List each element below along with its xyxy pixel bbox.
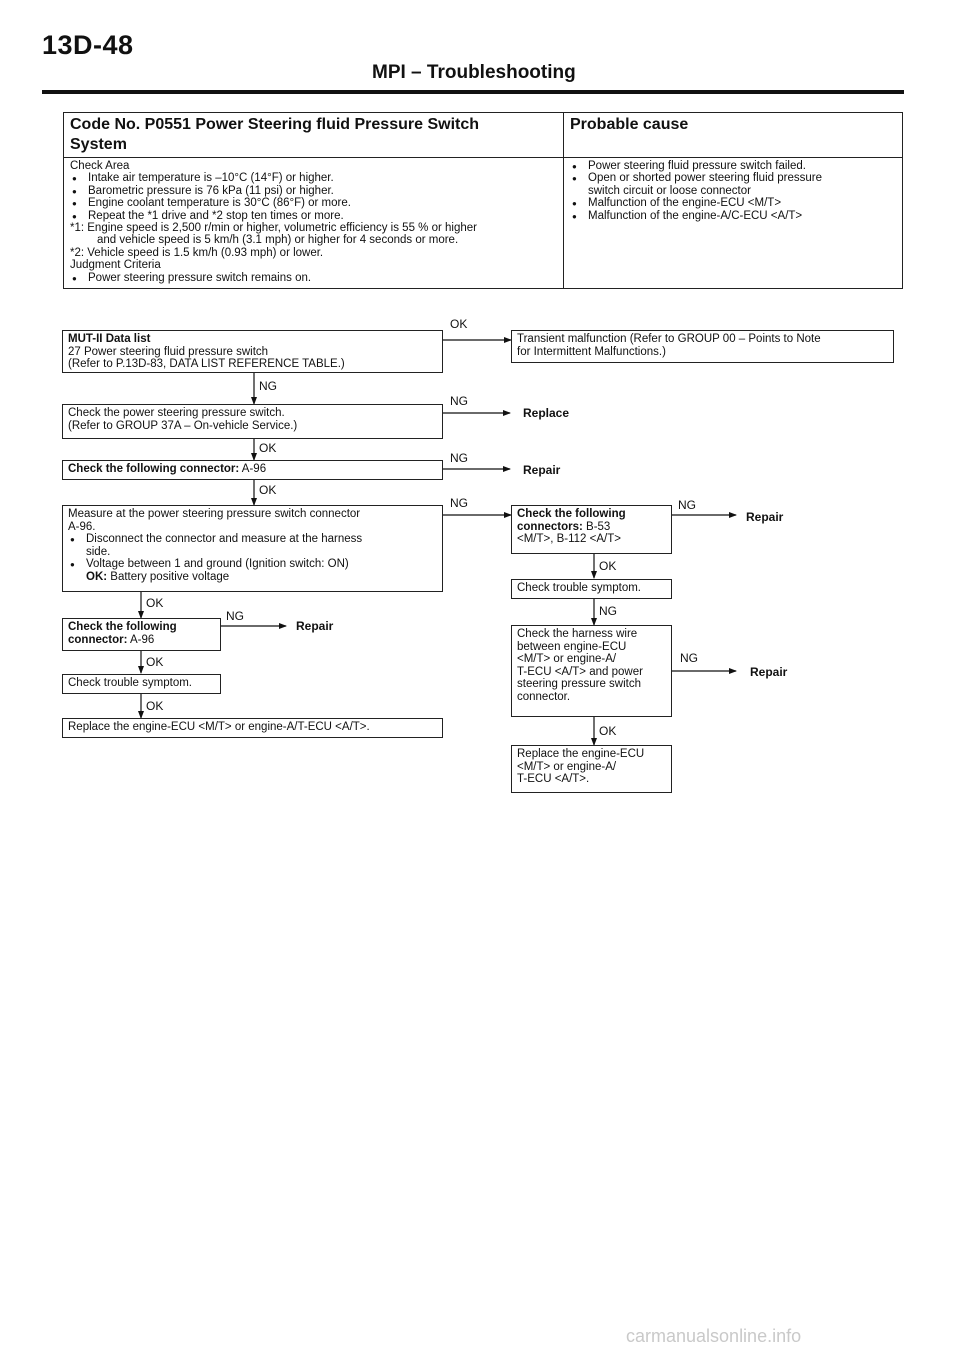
box5-line1: Check the following — [68, 621, 177, 633]
label-ok: OK — [259, 483, 277, 497]
label-ng: NG — [450, 496, 468, 510]
label-ng: NG — [450, 394, 468, 408]
note1-line2: and vehicle speed is 5 km/h (3.1 mph) or higher for 4 seconds or more. — [97, 234, 459, 247]
judgment-label: Judgment Criteria — [70, 259, 161, 272]
cause-item: ● Malfunction of the engine-ECU <M/T> — [570, 197, 896, 209]
result-replace: Replace — [523, 406, 570, 420]
box11-line2: <M/T> or engine-A/ — [517, 760, 617, 773]
box8-line3: <M/T>, B-112 <A/T> — [517, 533, 621, 546]
box5-bold2: connector: — [68, 633, 128, 646]
label-ng: NG — [678, 498, 696, 512]
transient-line1: Transient malfunction (Refer to GROUP 00 – Points to Note — [517, 333, 821, 345]
box4-line1: Measure at the power steering pressure switch connector — [68, 508, 361, 520]
box6-text: Check trouble symptom. — [68, 677, 192, 689]
cause-heading: Probable cause — [570, 116, 689, 133]
check-item: ● Repeat the *1 drive and *2 stop ten times or more. — [70, 210, 557, 222]
page-title: MPI – Troubleshooting — [372, 62, 576, 83]
label-ok: OK — [146, 596, 164, 610]
label-ok: OK — [599, 559, 617, 573]
transient-malfunction-box — [511, 330, 894, 363]
check-trouble-symptom-box-right — [511, 579, 672, 599]
cause-item-cont: switch circuit or loose connector — [588, 184, 751, 197]
label-ok: OK — [259, 441, 277, 455]
cause-item: ● Power steering fluid pressure switch failed. — [570, 160, 896, 172]
box4-ok-text: Battery positive voltage — [107, 570, 230, 583]
box11-line1: Replace the engine-ECU — [517, 748, 645, 760]
label-ng: NG — [450, 451, 468, 465]
box1-line1: MUT-II Data list — [68, 333, 151, 345]
box4-ok-label: OK: — [86, 570, 108, 583]
result-repair: Repair — [746, 510, 784, 524]
box4-line2: A-96. — [68, 520, 96, 533]
box4-bullet1: ● Disconnect the connector and measure at the harness — [68, 533, 437, 546]
box11-line3: T-ECU <A/T>. — [517, 773, 590, 786]
code-heading-line1: Code No. P0551 Power Steering fluid Pressure Switch — [70, 116, 480, 133]
check-item: ● Engine coolant temperature is 30°C (86°F) or more. — [70, 197, 557, 209]
box10-line5: steering pressure switch — [517, 678, 641, 691]
box5-normal2: A-96 — [127, 633, 155, 646]
label-ng: NG — [259, 379, 277, 393]
box4-bullet1-cont: side. — [86, 545, 111, 558]
cause-item: ● Malfunction of the engine-A/C-ECU <A/T> — [570, 210, 896, 222]
check-connectors-b53-box — [511, 505, 672, 554]
check-item: ● Intake air temperature is –10°C (14°F) or higher. — [70, 172, 557, 184]
result-repair: Repair — [750, 665, 788, 679]
replace-ecu-box-right — [511, 745, 672, 793]
label-ok: OK — [146, 655, 164, 669]
judgment-item: ● Power steering pressure switch remains on. — [70, 272, 557, 284]
label-ng: NG — [599, 604, 617, 618]
box10-line3: <M/T> or engine-A/ — [517, 653, 617, 666]
check-trouble-symptom-box-left — [62, 674, 221, 694]
page-number: 13D-48 — [42, 30, 134, 60]
box1-line3: (Refer to P.13D-83, DATA LIST REFERENCE TABLE.) — [68, 358, 345, 371]
check-area-label: Check Area — [70, 160, 130, 172]
box8-bold2: connectors: — [517, 520, 583, 533]
label-ng: NG — [226, 609, 244, 623]
note1-line1: *1: Engine speed is 2,500 r/min or higher, volumetric efficiency is 55 % or higher — [70, 222, 477, 235]
check-harness-box — [511, 625, 672, 717]
box2-line1: Check the power steering pressure switch. — [68, 407, 285, 419]
box9-text: Check trouble symptom. — [517, 582, 641, 594]
check-connector-a96-box — [62, 618, 221, 651]
box3-bold: Check the following connector: — [68, 463, 240, 475]
box10-line2: between engine-ECU — [517, 640, 627, 653]
box8-normal2: B-53 — [582, 520, 611, 533]
label-ok: OK — [450, 317, 468, 331]
box8-line1: Check the following — [517, 508, 626, 520]
check-switch-box — [62, 404, 443, 439]
box2-line2: (Refer to GROUP 37A – On-vehicle Service.) — [68, 419, 298, 432]
note2: *2: Vehicle speed is 1.5 km/h (0.93 mph) or lower. — [70, 246, 324, 259]
label-ng: NG — [680, 651, 698, 665]
label-ok: OK — [599, 724, 617, 738]
box10-line4: T-ECU <A/T> and power — [517, 665, 643, 678]
result-repair: Repair — [296, 619, 334, 633]
box4-bullet2: ● Voltage between 1 and ground (Ignition switch: ON) — [68, 558, 437, 571]
box3-normal: A-96 — [239, 463, 267, 475]
box10-line1: Check the harness wire — [517, 628, 638, 640]
check-item: ● Barometric pressure is 76 kPa (11 psi) or higher. — [70, 185, 557, 197]
mut-data-list-box — [62, 330, 443, 373]
replace-ecu-box-left — [62, 718, 443, 738]
watermark: carmanualsonline.info — [626, 1326, 802, 1346]
box7-text: Replace the engine-ECU <M/T> or engine-A/T-ECU <A/T>. — [68, 721, 370, 733]
box1-line2: 27 Power steering fluid pressure switch — [68, 345, 269, 358]
box10-line6: connector. — [517, 690, 571, 703]
transient-line2: for Intermittent Malfunctions.) — [517, 345, 666, 358]
cause-item: ● Open or shorted power steering fluid pressure — [570, 172, 896, 184]
label-ok: OK — [146, 699, 164, 713]
code-heading-line2: System — [70, 136, 127, 153]
measure-voltage-box — [62, 505, 443, 592]
check-connector-box — [62, 460, 443, 480]
result-repair: Repair — [523, 463, 561, 477]
